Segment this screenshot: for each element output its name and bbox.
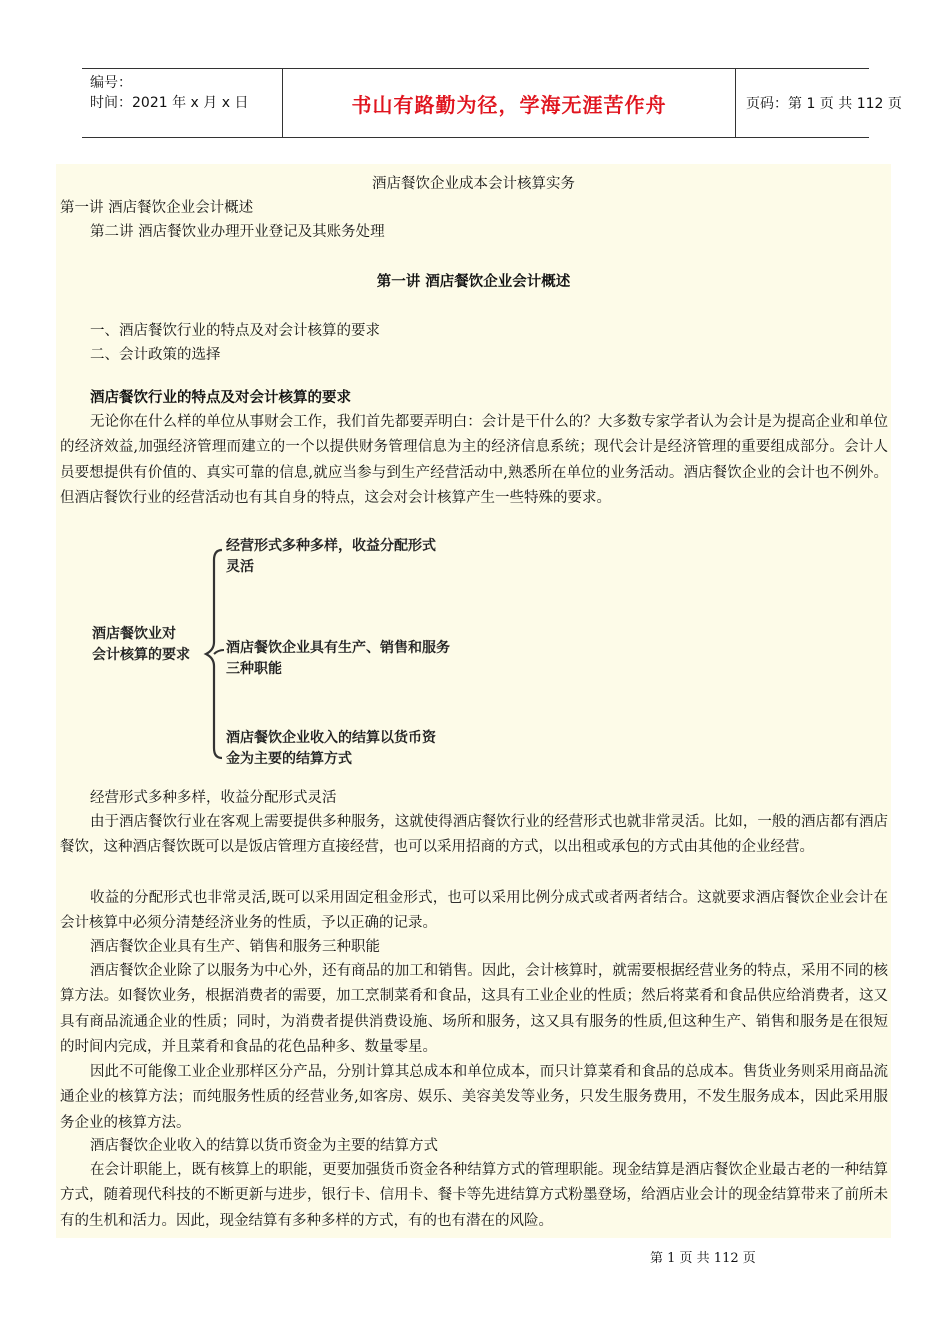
subsection-title-3: 酒店餐饮企业收入的结算以货币资金为主要的结算方式 <box>90 1138 438 1154</box>
header-meta <box>82 69 282 137</box>
diagram-branch-3: 酒店餐饮企业收入的结算以货币资 金为主要的结算方式 <box>226 730 436 767</box>
date-label: 时间：2021 年 x 月 x 日 <box>90 95 249 111</box>
subsection-1-paragraph-2: 收益的分配形式也非常灵活,既可以采用固定租金形式，也可以采用比例分成式或者两者结合。这就要求酒店餐饮企业会计在会计核算中必须分清楚经济业务的性质，予以正确的记录。 <box>60 890 888 932</box>
subsection-title-2: 酒店餐饮企业具有生产、销售和服务三种职能 <box>90 939 380 955</box>
requirements-diagram <box>92 536 532 772</box>
toc-item-1: 第一讲 酒店餐饮企业会计概述 <box>60 200 254 216</box>
document-body <box>56 164 891 1238</box>
header-page-count: 页码：第 1 页 共 112 页 <box>746 96 902 112</box>
diagram-branch-2: 酒店餐饮企业具有生产、销售和服务 三种职能 <box>226 640 450 677</box>
outline-item-1: 一、酒店餐饮行业的特点及对会计核算的要求 <box>90 323 380 339</box>
diagram-branch-1: 经营形式多种多样，收益分配形式 灵活 <box>226 538 436 575</box>
diagram-root: 酒店餐饮业对 会计核算的要求 <box>92 626 190 663</box>
subsection-1-paragraph-1: 由于酒店餐饮行业在客观上需要提供多种服务，这就使得酒店餐饮行业的经营形式也就非常灵活。比如，一般的酒店都有酒店餐饮，这种酒店餐饮既可以是饭店管理方直接经营，也可以采用招商的方式，以出租或承包的方式由其他的企业经营。 <box>60 814 888 856</box>
subsection-title-1: 经营形式多种多样，收益分配形式灵活 <box>90 790 337 806</box>
subsection-2-paragraph-1: 酒店餐饮企业除了以服务为中心外，还有商品的加工和销售。因此，会计核算时，就需要根据经营业务的特点，采用不同的核算方法。如餐饮业务，根据消费者的需要，加工烹制菜肴和食品，这具有工业企业的性质；然后将菜肴和食品供应给消费者，这又具有商品流通企业的性质；同时，为消费者提供消费设施、场所和服务，这又具有服务的性质,但这种生产、销售和服务是在很短的时间内完成，并且菜肴和食品的花色品种多、数量零星。 <box>60 963 888 1055</box>
toc-item-2: 第二讲 酒店餐饮业办理开业登记及其账务处理 <box>90 224 385 240</box>
page-header <box>82 68 902 138</box>
subsection-2-paragraph-2: 因此不可能像工业企业那样区分产品，分别计算其总成本和单位成本，而只计算菜肴和食品的总成本。售货业务则采用商品流通企业的核算方法；而纯服务性质的经营业务,如客房、娱乐、美容美发等业务，只发生服务费用，不发生服务成本，因此采用服务企业的核算方法。 <box>60 1064 888 1131</box>
outline-item-2: 二、会计政策的选择 <box>90 347 221 363</box>
doc-number-label: 编号： <box>90 75 132 91</box>
section-heading: 酒店餐饮行业的特点及对会计核算的要求 <box>90 389 351 406</box>
lecture-heading: 第一讲 酒店餐饮企业会计概述 <box>376 273 571 290</box>
subsection-3-paragraph-1: 在会计职能上，既有核算上的职能，更要加强货币资金各种结算方式的管理职能。现金结算是酒店餐饮企业最古老的一种结算方式，随着现代科技的不断更新与进步，银行卡、信用卡、餐卡等先进结算方式粉墨登场，给酒店业会计的现金结算带来了前所未有的生机和活力。因此，现金结算有多种多样的方式，有的也有潜在的风险。 <box>60 1162 888 1229</box>
intro-paragraph: 无论你在什么样的单位从事财会工作，我们首先都要弄明白：会计是干什么的？大多数专家学者认为会计是为提高企业和单位的经济效益,加强经济管理而建立的一个以提供财务管理信息为主的经济信息系统；现代会计是经济管理的重要组成部分。会计人员要想提供有价值的、真实可靠的信息,就应当参与到生产经营活动中,熟悉所在单位的业务活动。酒店餐饮企业的会计也不例外。但酒店餐饮行业的经营活动也有其自身的特点，这会对会计核算产生一些特殊的要求。 <box>60 414 888 506</box>
header-motto: 书山有路勤为径，学海无涯苦作舟 <box>282 69 736 137</box>
page-footer: 第 1 页 共 112 页 <box>650 1251 756 1266</box>
doc-title: 酒店餐饮企业成本会计核算实务 <box>372 176 575 192</box>
